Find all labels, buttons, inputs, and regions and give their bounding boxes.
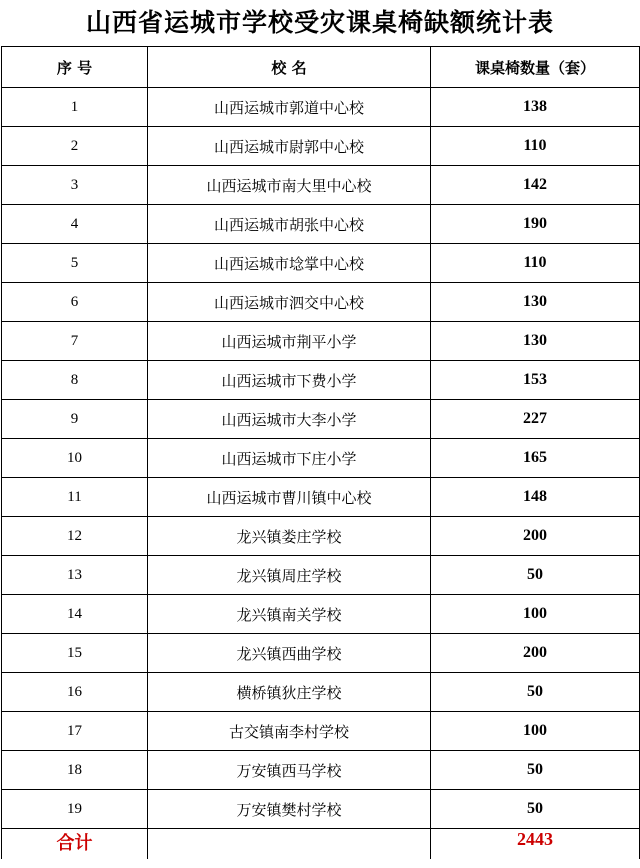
table-row [2,88,640,127]
desk-quantity-cell: 200 [431,517,640,556]
school-name-cell: 万安镇西马学校 [148,751,431,790]
serial-number-cell: 16 [2,673,148,712]
shortage-table [1,46,640,859]
desk-quantity-cell: 153 [431,361,640,400]
desk-quantity-cell: 50 [431,556,640,595]
table-row [2,205,640,244]
desk-quantity-cell: 110 [431,244,640,283]
header-school-name: 校 名 [148,47,431,88]
serial-number-cell: 6 [2,283,148,322]
serial-number-cell: 15 [2,634,148,673]
table-row [2,712,640,751]
header-serial-number: 序 号 [2,47,148,88]
school-name-cell: 山西运城市郭道中心校 [148,88,431,127]
serial-number-cell: 9 [2,400,148,439]
table-row [2,400,640,439]
table-row [2,166,640,205]
table-row [2,322,640,361]
header-desk-quantity: 课桌椅数量（套） [431,47,640,88]
desk-quantity-cell: 50 [431,673,640,712]
school-name-cell: 山西运城市南大里中心校 [148,166,431,205]
school-name-cell: 山西运城市下庄小学 [148,439,431,478]
desk-quantity-cell: 190 [431,205,640,244]
serial-number-cell: 14 [2,595,148,634]
total-empty-cell [148,829,431,860]
desk-quantity-cell: 100 [431,595,640,634]
serial-number-cell: 4 [2,205,148,244]
desk-quantity-cell: 110 [431,127,640,166]
desk-quantity-cell: 142 [431,166,640,205]
desk-quantity-cell: 165 [431,439,640,478]
total-value: 2443 [431,829,640,860]
page-title: 山西省运城市学校受灾课桌椅缺额统计表 [85,8,554,37]
serial-number-cell: 18 [2,751,148,790]
table-row [2,790,640,829]
total-row [2,829,640,860]
serial-number-cell: 7 [2,322,148,361]
table-row [2,556,640,595]
total-label: 合计 [2,829,148,860]
table-row [2,673,640,712]
serial-number-cell: 8 [2,361,148,400]
school-name-cell: 龙兴镇南关学校 [148,595,431,634]
serial-number-cell: 2 [2,127,148,166]
desk-quantity-cell: 200 [431,634,640,673]
table-row [2,517,640,556]
school-name-cell: 山西运城市埝掌中心校 [148,244,431,283]
school-name-cell: 山西运城市尉郭中心校 [148,127,431,166]
school-name-cell: 山西运城市曹川镇中心校 [148,478,431,517]
school-name-cell: 龙兴镇西曲学校 [148,634,431,673]
serial-number-cell: 3 [2,166,148,205]
serial-number-cell: 1 [2,88,148,127]
table-header-row [2,47,640,88]
table-row [2,478,640,517]
school-name-cell: 万安镇樊村学校 [148,790,431,829]
school-name-cell: 山西运城市胡张中心校 [148,205,431,244]
table-row [2,127,640,166]
serial-number-cell: 13 [2,556,148,595]
school-name-cell: 山西运城市下费小学 [148,361,431,400]
table-body [2,88,640,829]
school-name-cell: 横桥镇狄庄学校 [148,673,431,712]
desk-quantity-cell: 130 [431,283,640,322]
desk-quantity-cell: 100 [431,712,640,751]
desk-quantity-cell: 130 [431,322,640,361]
school-name-cell: 龙兴镇娄庄学校 [148,517,431,556]
school-name-cell: 山西运城市荆平小学 [148,322,431,361]
desk-quantity-cell: 50 [431,790,640,829]
desk-quantity-cell: 138 [431,88,640,127]
table-row [2,751,640,790]
table-row [2,439,640,478]
desk-quantity-cell: 50 [431,751,640,790]
table-row [2,595,640,634]
serial-number-cell: 11 [2,478,148,517]
desk-quantity-cell: 227 [431,400,640,439]
table-row [2,361,640,400]
table-row [2,634,640,673]
serial-number-cell: 5 [2,244,148,283]
school-name-cell: 山西运城市大李小学 [148,400,431,439]
school-name-cell: 龙兴镇周庄学校 [148,556,431,595]
desk-quantity-cell: 148 [431,478,640,517]
table-row [2,244,640,283]
serial-number-cell: 12 [2,517,148,556]
serial-number-cell: 17 [2,712,148,751]
serial-number-cell: 10 [2,439,148,478]
school-name-cell: 山西运城市泗交中心校 [148,283,431,322]
table-row [2,283,640,322]
school-name-cell: 古交镇南李村学校 [148,712,431,751]
serial-number-cell: 19 [2,790,148,829]
